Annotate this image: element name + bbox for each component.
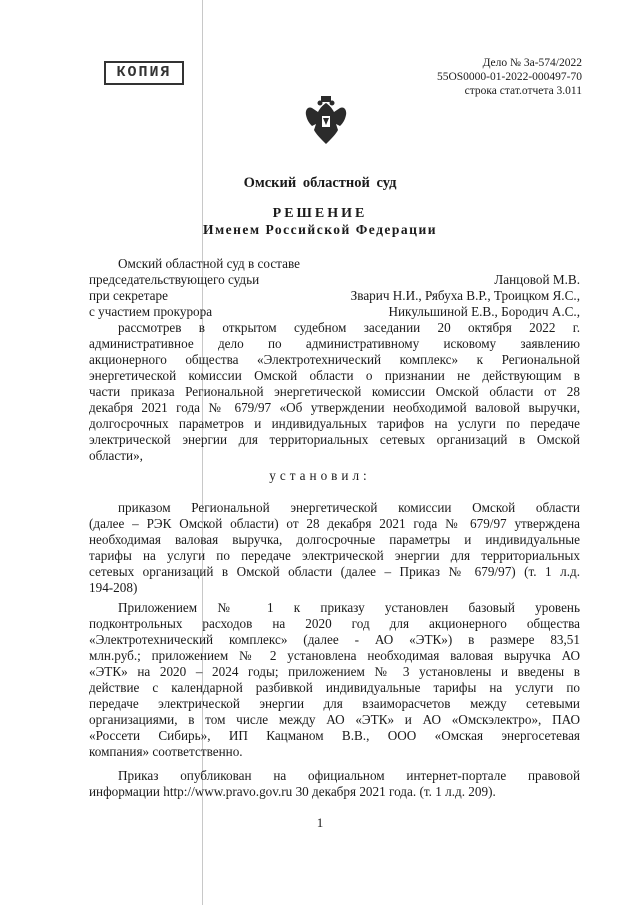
composition-role: при секретаре (89, 288, 168, 303)
decision-subtitle: Именем Российской Федерации (202, 222, 438, 237)
paragraph-line: действие с календарной разбивкой индивидуальные тарифы на услуги по (89, 680, 580, 695)
paragraph-line: электрической энергии для территориальных сетевых организаций в Омской (89, 432, 580, 447)
decision-title: РЕШЕНИЕ (272, 206, 368, 221)
paragraph-line: области», (89, 448, 143, 463)
paragraph-line: подконтрольных расходов на 2020 год для акционерного общества (89, 616, 580, 631)
paragraph-line: 194-208) (89, 580, 138, 595)
paragraph-line: административное дело по административному исковому заявлению (89, 336, 580, 351)
paragraph-line: части приказа Региональной энергетической комиссии Омской области от 28 (89, 384, 580, 399)
paragraph-line: «Электротехнический комплекс» (далее - АО «ЭТК») в размере 83,51 (89, 632, 580, 647)
paragraph-line: «ЭТК» на 2020 – 2024 годы; приложением № 3 установлены и введены в (89, 664, 580, 679)
paragraph-line: передаче электрической энергии для взаиморасчетов между сетевыми (89, 696, 580, 711)
case-number: Дело № 3а-574/2022 (482, 57, 582, 69)
paragraph-line: млн.руб.; приложением № 2 установлена необходимая валовая выручка АО (89, 648, 580, 663)
paragraph-line: долгосрочных параметров и индивидуальных тарифов на услуги по передаче (89, 416, 580, 431)
paragraph-line: компания» соответственно. (89, 744, 243, 759)
copy-stamp: КОПИЯ (104, 61, 184, 85)
paragraph-line: Приказ опубликован на официальном интернет-портале правовой (118, 768, 580, 783)
paragraph-line: тарифы на услуги по передаче электрической энергии для территориальных (89, 548, 580, 563)
composition-person: Никульшиной Е.В., Бородич А.С., (388, 304, 580, 319)
composition-line: Омский областной суд в составе (118, 256, 300, 271)
page-number: 1 (316, 815, 324, 830)
paragraph-line: приказом Региональной энергетической комиссии Омской области (118, 500, 580, 515)
composition-role: председательствующего судьи (89, 272, 260, 287)
section-heading: установил: (269, 468, 371, 483)
paragraph-line: рассмотрев в открытом судебном заседании 20 октября 2022 г. (118, 320, 580, 335)
court-title: Омский областной суд (243, 175, 397, 191)
stat-line: строка стат.отчета 3.011 (464, 85, 582, 97)
paragraph-line: Приложением № 1 к приказу установлен базовый уровень (118, 600, 580, 615)
case-info (437, 56, 582, 98)
paragraph-line: необходимая валовая выручка, долгосрочные параметры и индивидуальные (89, 532, 580, 547)
paragraph-line: информации http://www.pravo.gov.ru 30 декабря 2021 года. (т. 1 л.д. 209). (89, 784, 496, 799)
composition-person: Зварич Н.И., Рябуха В.Р., Троицком Я.С., (350, 288, 580, 303)
paragraph-line: (далее – РЭК Омской области) от 28 декабря 2021 года № 679/97 утверждена (89, 516, 580, 531)
paragraph-line: организациями, в том числе между АО «ЭТК» и АО «Омскэлектро», ПАО (89, 712, 580, 727)
composition-person: Ланцовой М.В. (494, 272, 580, 287)
paragraph-line: декабря 2021 года № 679/97 «Об утверждении необходимой валовой выручки, (89, 400, 580, 415)
composition-role: с участием прокурора (89, 304, 213, 319)
paragraph-line: «Россети Сибирь», ИП Кацманом В.В., ООО «Омская энергосетевая (89, 728, 580, 743)
paragraph-line: энергетической комиссии Омской области о признании не действующим в (89, 368, 580, 383)
paragraph-line: акционерного общества «Электротехнический комплекс» к Региональной (89, 352, 580, 367)
paragraph-line: сетевых организаций в Омской области (далее – Приказ № 679/97) (т. 1 л.д. (89, 564, 580, 579)
case-uid: 55OS0000-01-2022-000497-70 (436, 71, 582, 83)
coat-of-arms-icon (303, 94, 349, 148)
